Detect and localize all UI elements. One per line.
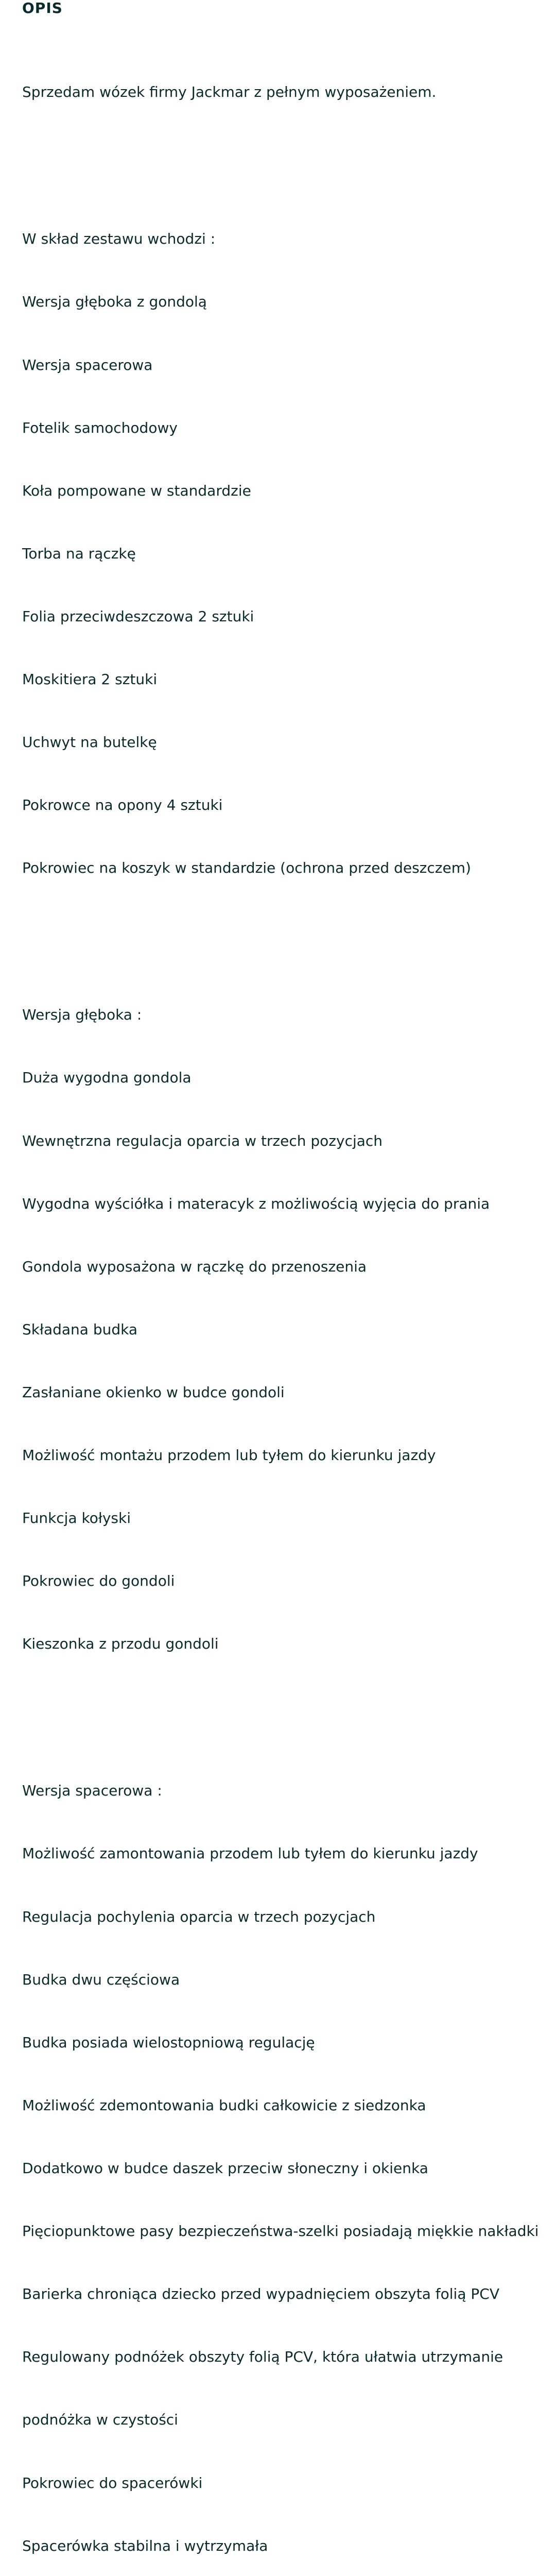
list-item: Możliwość zamontowania przodem lub tyłem do kierunku jazdy bbox=[22, 1845, 478, 1862]
list-item: Uchwyt na butelkę bbox=[22, 734, 157, 751]
list-item: Wersja spacerowa bbox=[22, 356, 153, 374]
list-item: Pokrowce na opony 4 sztuki bbox=[22, 796, 223, 814]
list-item: Koła pompowane w standardzie bbox=[22, 482, 251, 499]
list-item: Wersja głęboka z gondolą bbox=[22, 293, 207, 311]
list-item: Wewnętrzna regulacja oparcia w trzech pozycjach bbox=[22, 1132, 383, 1149]
list-item: Funkcja kołyski bbox=[22, 1510, 131, 1527]
stroller-heading: Wersja spacerowa : bbox=[22, 1782, 162, 1800]
blank-line bbox=[22, 921, 547, 942]
list-item: Regulowany podnóżek obszyty folią PCV, która ułatwia utrzymanie bbox=[22, 2348, 503, 2366]
list-item: Możliwość zdemontowania budki całkowicie z siedzonka bbox=[22, 2096, 426, 2114]
set-heading: W skład zestawu wchodzi : bbox=[22, 230, 216, 248]
list-item: Składana budka bbox=[22, 1320, 138, 1338]
list-item: Pokrowiec do spacerówki bbox=[22, 2474, 203, 2492]
list-item: Możliwość montażu przodem lub tyłem do kierunku jazdy bbox=[22, 1447, 436, 1464]
deep-heading: Wersja głęboka : bbox=[22, 1006, 142, 1024]
list-item: Torba na rączkę bbox=[22, 545, 136, 562]
list-item: Dodatkowo w budce daszek przeciw słoneczny i okienka bbox=[22, 2159, 428, 2177]
list-item: Duża wygodna gondola bbox=[22, 1069, 192, 1087]
list-item: Barierka chroniąca dziecko przed wypadnięciem obszyta folią PCV bbox=[22, 2285, 499, 2303]
list-item: Pokrowiec do gondoli bbox=[22, 1572, 175, 1590]
list-item: Fotelik samochodowy bbox=[22, 419, 178, 436]
list-item: Kieszonka z przodu gondoli bbox=[22, 1635, 219, 1653]
list-item: podnóżka w czystości bbox=[22, 2411, 178, 2429]
list-item: Moskitiera 2 sztuki bbox=[22, 671, 158, 688]
list-item: Folia przeciwdeszczowa 2 sztuki bbox=[22, 607, 254, 625]
list-item: Pięciopunktowe pasy bezpieczeństwa-szelki posiadają miękkie nakładki bbox=[22, 2223, 539, 2240]
list-item: Pokrowiec na koszyk w standardzie (ochrona przed deszczem) bbox=[22, 859, 471, 877]
section-title: OPIS bbox=[22, 0, 63, 16]
blank-line bbox=[22, 1697, 547, 1718]
intro-line: Sprzedam wózek firmy Jackmar z pełnym wyposażeniem. bbox=[22, 83, 437, 101]
list-item: Budka dwu częściowa bbox=[22, 1971, 180, 1988]
description-text bbox=[22, 40, 547, 2576]
list-item: Gondola wyposażona w rączkę do przenoszenia bbox=[22, 1258, 367, 1275]
list-item: Wygodna wyściółka i materacyk z możliwością wyjęcia do prania bbox=[22, 1195, 490, 1212]
list-item: Zasłaniane okienko w budce gondoli bbox=[22, 1383, 285, 1401]
list-item: Budka posiada wielostopniową regulację bbox=[22, 2033, 315, 2051]
blank-line bbox=[22, 145, 547, 166]
list-item: Regulacja pochylenia oparcia w trzech pozycjach bbox=[22, 1908, 376, 1925]
list-item: Spacerówka stabilna i wytrzymała bbox=[22, 2537, 268, 2554]
